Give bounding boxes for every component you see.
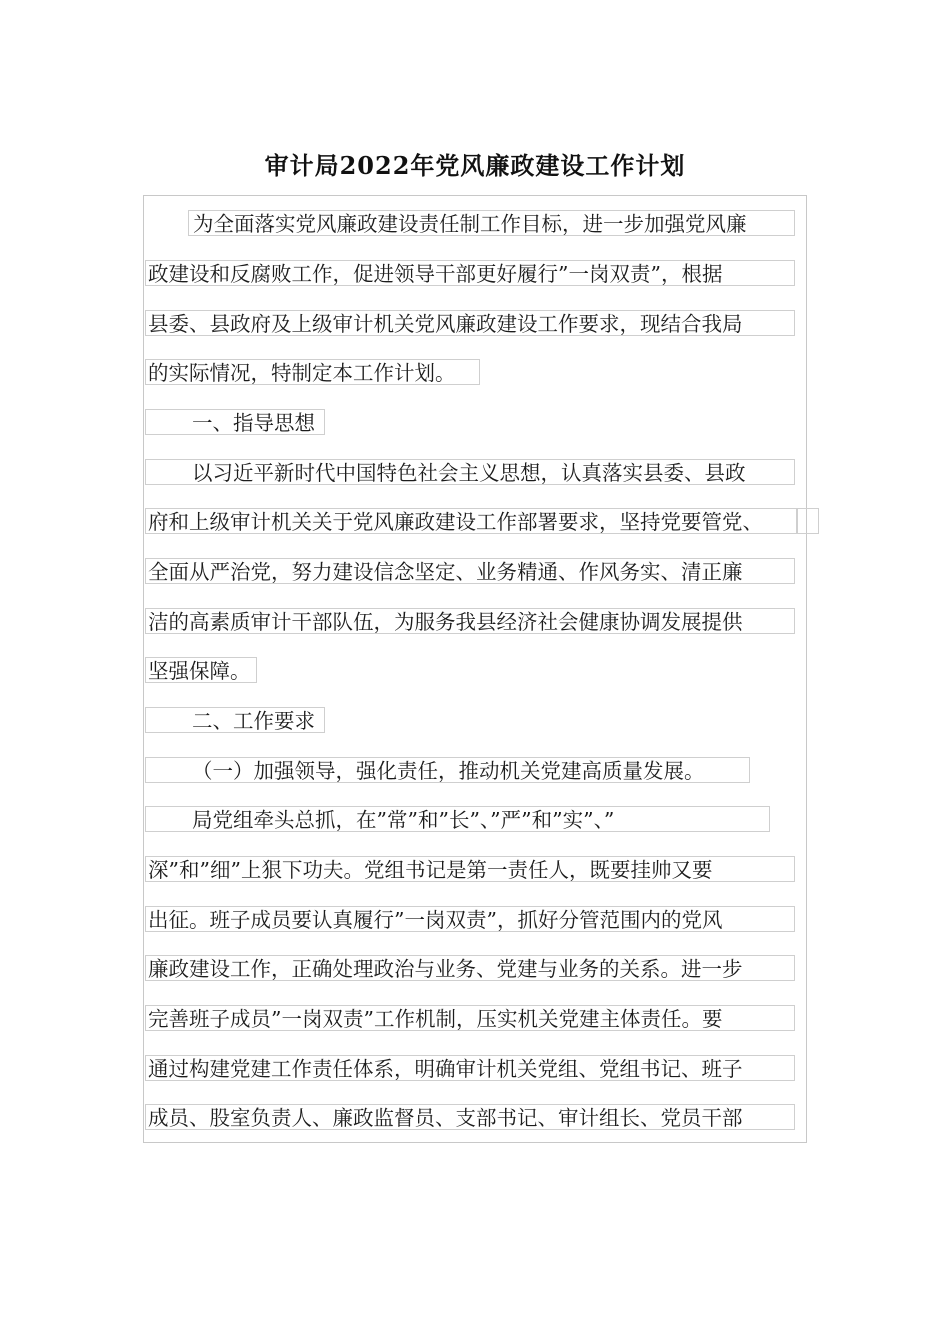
body-line: 出征。班子成员要认真履行”一岗双责”，抓好分管范围内的党风 — [145, 906, 795, 932]
body-line: 为全面落实党风廉政建设责任制工作目标，进一步加强党风廉 — [188, 210, 795, 236]
body-line: 以习近平新时代中国特色社会主义思想，认真落实县委、县政 — [145, 459, 795, 485]
body-line: 洁的高素质审计干部队伍，为服务我县经济社会健康协调发展提供 — [145, 608, 795, 634]
subsection-heading: （一）加强领导，强化责任，推动机关党建高质量发展。 — [145, 757, 750, 783]
body-line: 深”和”细”上狠下功夫。党组书记是第一责任人，既要挂帅又要 — [145, 856, 795, 882]
body-line: 完善班子成员”一岗双责”工作机制，压实机关党建主体责任。要 — [145, 1005, 795, 1031]
body-line: 政建设和反腐败工作，促进领导干部更好履行”一岗双责”，根据 — [145, 260, 795, 286]
body-line: 府和上级审计机关关于党风廉政建设工作部署要求，坚持党要管党、 — [145, 508, 797, 534]
line-overflow-box — [797, 508, 819, 534]
body-line: 通过构建党建工作责任体系，明确审计机关党组、党组书记、班子 — [145, 1055, 795, 1081]
body-line: 坚强保障。 — [145, 657, 257, 683]
body-line: 全面从严治党，努力建设信念坚定、业务精通、作风务实、清正廉 — [145, 558, 795, 584]
document-title: 审计局2022年党风廉政建设工作计划 — [264, 151, 686, 180]
section-heading: 一、指导思想 — [145, 409, 325, 435]
section-heading: 二、工作要求 — [145, 707, 325, 733]
body-line: 的实际情况，特制定本工作计划。 — [145, 359, 480, 385]
body-line: 廉政建设工作，正确处理政治与业务、党建与业务的关系。进一步 — [145, 955, 795, 981]
body-line: 县委、县政府及上级审计机关党风廉政建设工作要求，现结合我局 — [145, 310, 795, 336]
body-line: 局党组牵头总抓，在”常”和”长”、”严”和”实”、” — [145, 806, 770, 832]
body-line: 成员、股室负责人、廉政监督员、支部书记、审计组长、党员干部 — [145, 1104, 795, 1130]
